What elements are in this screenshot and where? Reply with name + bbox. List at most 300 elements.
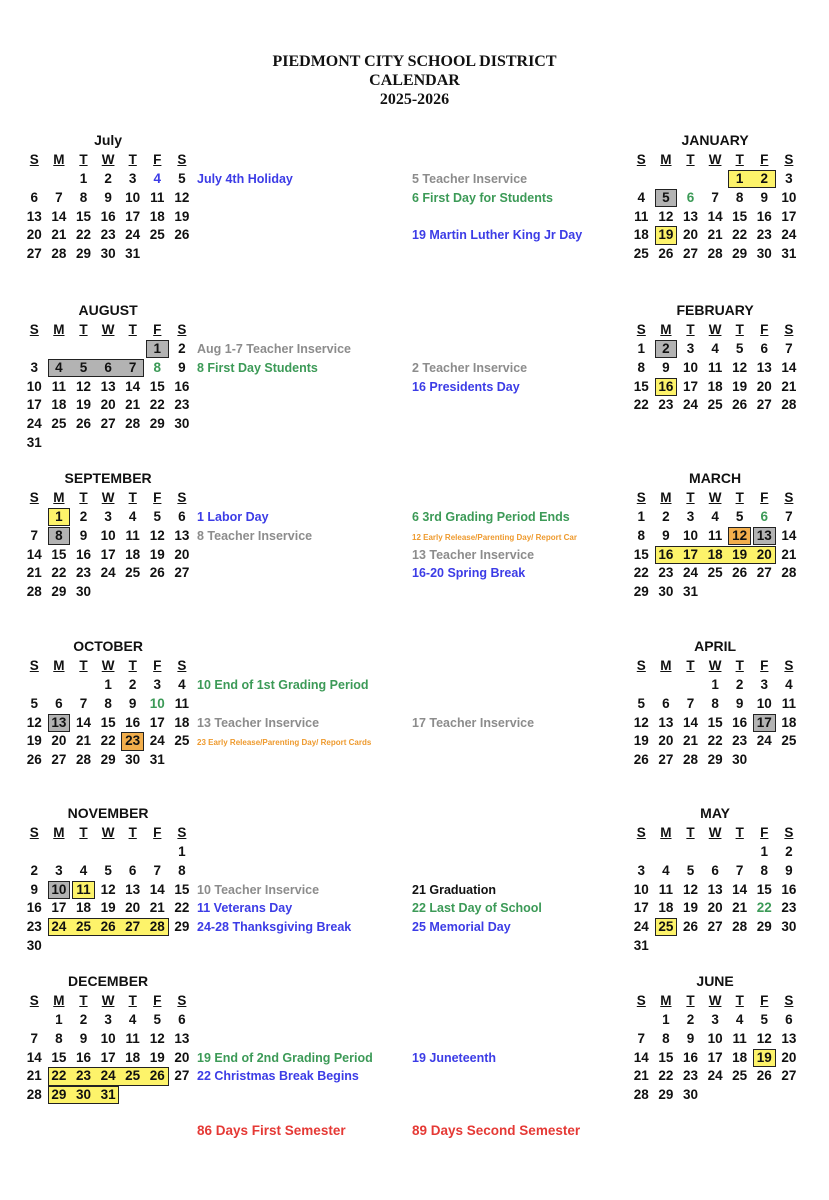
event-note: 19 Juneteenth xyxy=(412,1050,497,1065)
day-cell: 25 xyxy=(149,227,165,243)
weekday-header: W xyxy=(101,825,115,840)
day-cell: 10 xyxy=(100,527,116,543)
day-cell: 20 xyxy=(707,900,723,916)
day-cell: 28 xyxy=(51,246,67,262)
day-cell: 12 xyxy=(26,714,42,730)
event-note: 24-28 Thanksgiving Break xyxy=(197,920,352,935)
day-cell: 12 xyxy=(732,527,748,543)
day-cell: 12 xyxy=(658,208,674,224)
day-cell: 21 xyxy=(707,227,723,243)
month-name: FEBRUARY xyxy=(676,302,754,318)
day-cell: 1 xyxy=(662,1012,670,1027)
day-cell: 6 xyxy=(760,341,769,356)
weekday-header: M xyxy=(660,322,672,337)
day-cell: 10 xyxy=(781,189,797,205)
day-cell: 20 xyxy=(125,900,141,916)
day-cell: 25 xyxy=(732,1068,748,1084)
day-cell: 3 xyxy=(785,171,793,186)
weekday-header: M xyxy=(53,152,65,167)
day-cell: 8 xyxy=(55,527,63,543)
day-cell: 24 xyxy=(51,919,67,935)
weekday-header: F xyxy=(760,825,769,840)
day-cell: 4 xyxy=(711,341,719,356)
weekday-header: T xyxy=(128,825,137,840)
weekday-header: T xyxy=(128,490,137,505)
day-cell: 11 xyxy=(174,695,190,711)
day-cell: 21 xyxy=(633,1068,649,1084)
day-cell: 2 xyxy=(785,844,793,859)
day-cell: 17 xyxy=(781,208,797,224)
day-cell: 8 xyxy=(760,862,769,878)
day-cell: 14 xyxy=(732,881,748,897)
day-cell: 9 xyxy=(760,189,769,205)
day-cell: 19 xyxy=(658,227,674,243)
day-cell: 4 xyxy=(637,189,646,205)
day-cell: 16 xyxy=(75,546,91,562)
day-cell: 4 xyxy=(735,1012,744,1027)
day-cell: 15 xyxy=(633,378,649,394)
weekday-header: S xyxy=(636,825,646,840)
day-cell: 16 xyxy=(75,1049,91,1065)
day-cell: 18 xyxy=(75,900,91,916)
event-note: 16-20 Spring Break xyxy=(412,566,526,581)
day-cell: 17 xyxy=(26,397,42,413)
day-cell: 22 xyxy=(633,397,649,413)
event-note: 25 Memorial Day xyxy=(412,920,511,935)
day-cell: 21 xyxy=(26,565,42,581)
weekday-header: S xyxy=(636,993,646,1008)
day-cell: 13 xyxy=(756,359,772,375)
day-cell: 23 xyxy=(125,733,141,749)
weekday-header: W xyxy=(708,490,722,505)
day-cell: 8 xyxy=(662,1030,670,1046)
district-name: PIEDMONT CITY SCHOOL DISTRICT xyxy=(272,53,557,70)
day-cell: 18 xyxy=(633,227,649,243)
event-note: 17 Teacher Inservice xyxy=(412,715,535,730)
event-note: 11 Veterans Day xyxy=(197,901,293,916)
day-cell: 5 xyxy=(735,509,744,524)
weekday-header: T xyxy=(735,152,744,167)
day-cell: 18 xyxy=(658,900,674,916)
day-cell: 22 xyxy=(51,565,67,581)
day-cell: 22 xyxy=(174,900,190,916)
day-cell: 21 xyxy=(51,227,67,243)
day-cell: 20 xyxy=(26,227,42,243)
day-cell: 30 xyxy=(75,584,91,600)
day-cell: 24 xyxy=(707,1068,723,1084)
day-cell: 20 xyxy=(658,733,674,749)
day-cell: 25 xyxy=(658,919,674,935)
day-cell: 27 xyxy=(658,752,674,768)
weekday-header: M xyxy=(660,152,672,167)
day-cell: 31 xyxy=(149,752,165,768)
day-cell: 15 xyxy=(100,714,116,730)
weekday-header: F xyxy=(760,658,769,673)
weekday-header: S xyxy=(177,322,187,337)
weekday-header: F xyxy=(153,993,162,1008)
day-cell: 10 xyxy=(633,881,649,897)
day-cell: 22 xyxy=(100,733,116,749)
day-cell: 27 xyxy=(174,565,190,581)
weekday-header: S xyxy=(177,658,187,673)
day-cell: 9 xyxy=(30,881,39,897)
day-cell: 15 xyxy=(174,881,190,897)
day-cell: 4 xyxy=(55,359,63,375)
event-note: 13 Teacher Inservice xyxy=(197,715,320,730)
month-name: OCTOBER xyxy=(73,638,143,654)
day-cell: 14 xyxy=(633,1049,649,1065)
day-cell: 21 xyxy=(732,900,748,916)
weekday-header: T xyxy=(79,825,88,840)
day-cell: 1 xyxy=(104,677,112,692)
event-note: 10 Teacher Inservice xyxy=(197,882,320,897)
day-cell: 26 xyxy=(149,1068,165,1084)
day-cell: 16 xyxy=(781,881,797,897)
day-cell: 17 xyxy=(756,714,772,730)
day-cell: 28 xyxy=(682,752,698,768)
day-cell: 15 xyxy=(707,714,723,730)
day-cell: 10 xyxy=(100,1030,116,1046)
weekday-header: W xyxy=(101,658,115,673)
day-cell: 6 xyxy=(711,862,719,878)
day-cell: 16 xyxy=(174,378,190,394)
day-cell: 1 xyxy=(711,677,719,692)
day-cell: 12 xyxy=(756,1030,772,1046)
event-note: 23 Early Release/Parenting Day/ Report Cards xyxy=(197,738,372,748)
day-cell: 3 xyxy=(128,171,137,186)
day-cell: 13 xyxy=(100,378,116,394)
day-cell: 23 xyxy=(26,919,42,935)
day-cell: 11 xyxy=(781,695,797,711)
day-cell: 20 xyxy=(682,227,698,243)
day-cell: 8 xyxy=(711,695,719,711)
day-cell: 17 xyxy=(100,546,116,562)
day-cell: 6 xyxy=(55,695,63,711)
month-name: JANUARY xyxy=(681,132,749,148)
day-cell: 5 xyxy=(760,1012,769,1027)
day-cell: 28 xyxy=(26,1087,42,1103)
day-cell: 13 xyxy=(174,527,190,543)
day-cell: 11 xyxy=(732,1030,747,1046)
day-cell: 5 xyxy=(735,341,744,356)
day-cell: 9 xyxy=(735,695,744,711)
day-cell: 5 xyxy=(178,171,186,186)
weekday-header: S xyxy=(29,490,39,505)
day-cell: 11 xyxy=(125,527,140,543)
day-cell: 13 xyxy=(658,714,674,730)
event-note: 8 Teacher Inservice xyxy=(197,528,313,543)
day-cell: 9 xyxy=(662,527,670,543)
day-cell: 7 xyxy=(79,695,88,711)
day-cell: 3 xyxy=(30,359,39,375)
day-cell: 29 xyxy=(100,752,116,768)
day-cell: 2 xyxy=(686,1012,695,1027)
day-cell: 28 xyxy=(732,919,748,935)
day-cell: 23 xyxy=(756,227,772,243)
day-cell: 12 xyxy=(149,1030,165,1046)
event-note: 6 First Day for Students xyxy=(412,190,553,205)
day-cell: 19 xyxy=(174,208,190,224)
day-cell: 14 xyxy=(26,1049,42,1065)
day-cell: 4 xyxy=(711,509,719,524)
day-cell: 2 xyxy=(30,862,39,878)
day-cell: 22 xyxy=(75,227,91,243)
day-cell: 28 xyxy=(125,416,141,432)
day-cell: 24 xyxy=(100,1068,116,1084)
day-cell: 9 xyxy=(128,695,137,711)
day-cell: 10 xyxy=(125,189,141,205)
day-cell: 9 xyxy=(785,862,793,878)
day-cell: 23 xyxy=(781,900,797,916)
day-cell: 8 xyxy=(637,359,646,375)
day-cell: 4 xyxy=(153,171,162,186)
month-name: July xyxy=(94,132,123,148)
month-name: SEPTEMBER xyxy=(64,470,152,486)
day-cell: 14 xyxy=(125,378,141,394)
day-cell: 3 xyxy=(153,677,162,692)
day-cell: 23 xyxy=(75,1068,91,1084)
day-cell: 30 xyxy=(682,1087,698,1103)
day-cell: 13 xyxy=(756,527,772,543)
day-cell: 31 xyxy=(682,584,698,600)
weekday-header: W xyxy=(708,322,722,337)
day-cell: 13 xyxy=(125,881,141,897)
day-cell: 7 xyxy=(153,862,162,878)
day-cell: 8 xyxy=(79,189,88,205)
day-cell: 9 xyxy=(104,189,112,205)
day-cell: 25 xyxy=(75,919,91,935)
day-cell: 12 xyxy=(732,359,748,375)
day-cell: 26 xyxy=(732,565,748,581)
day-cell: 11 xyxy=(707,359,723,375)
day-cell: 26 xyxy=(658,246,674,262)
weekday-header: S xyxy=(636,152,646,167)
day-cell: 8 xyxy=(153,359,162,375)
day-cell: 8 xyxy=(735,189,744,205)
day-cell: 30 xyxy=(781,919,797,935)
day-cell: 6 xyxy=(760,509,769,524)
day-cell: 6 xyxy=(785,1012,793,1027)
day-cell: 7 xyxy=(30,1030,39,1046)
weekday-header: M xyxy=(53,993,65,1008)
weekday-header: T xyxy=(128,993,137,1008)
day-cell: 28 xyxy=(149,919,165,935)
day-cell: 5 xyxy=(79,359,88,375)
day-cell: 26 xyxy=(75,416,91,432)
day-cell: 16 xyxy=(658,378,674,394)
day-cell: 14 xyxy=(781,527,797,543)
weekday-header: F xyxy=(153,825,162,840)
day-cell: 10 xyxy=(149,695,165,711)
day-cell: 21 xyxy=(26,1068,42,1084)
day-cell: 28 xyxy=(26,584,42,600)
day-cell: 19 xyxy=(633,733,649,749)
day-cell: 7 xyxy=(785,341,793,356)
weekday-header: S xyxy=(636,490,646,505)
day-cell: 14 xyxy=(51,208,67,224)
day-cell: 6 xyxy=(104,359,112,375)
day-cell: 3 xyxy=(686,509,695,524)
day-cell: 18 xyxy=(125,546,141,562)
day-cell: 27 xyxy=(100,416,116,432)
day-cell: 15 xyxy=(51,1049,67,1065)
day-cell: 15 xyxy=(756,881,772,897)
weekday-header: T xyxy=(686,322,695,337)
day-cell: 3 xyxy=(104,1012,112,1027)
day-cell: 3 xyxy=(637,862,646,878)
day-cell: 6 xyxy=(662,695,670,711)
weekday-header: M xyxy=(53,322,65,337)
day-cell: 25 xyxy=(707,565,723,581)
day-cell: 11 xyxy=(125,1030,140,1046)
day-cell: 2 xyxy=(128,677,137,692)
day-cell: 5 xyxy=(637,695,646,711)
day-cell: 31 xyxy=(781,246,797,262)
day-cell: 6 xyxy=(178,509,186,524)
day-cell: 23 xyxy=(100,227,116,243)
day-cell: 30 xyxy=(174,416,190,432)
day-cell: 4 xyxy=(128,1012,137,1027)
day-cell: 29 xyxy=(658,1087,674,1103)
day-cell: 24 xyxy=(26,416,42,432)
day-cell: 29 xyxy=(149,416,165,432)
event-note: 19 End of 2nd Grading Period xyxy=(197,1050,373,1065)
weekday-header: W xyxy=(101,490,115,505)
day-cell: 8 xyxy=(55,1030,63,1046)
day-cell: 20 xyxy=(756,378,772,394)
weekday-header: T xyxy=(686,993,695,1008)
day-cell: 21 xyxy=(75,733,91,749)
month-name: DECEMBER xyxy=(68,973,149,989)
weekday-header: S xyxy=(784,152,794,167)
weekday-header: F xyxy=(153,658,162,673)
day-cell: 18 xyxy=(174,714,190,730)
day-cell: 15 xyxy=(75,208,91,224)
day-cell: 30 xyxy=(75,1087,91,1103)
weekday-header: T xyxy=(686,658,695,673)
weekday-header: S xyxy=(636,658,646,673)
day-cell: 18 xyxy=(781,714,797,730)
day-cell: 27 xyxy=(707,919,723,935)
day-cell: 15 xyxy=(732,208,748,224)
day-cell: 24 xyxy=(682,565,698,581)
day-cell: 26 xyxy=(682,919,698,935)
day-cell: 25 xyxy=(781,733,797,749)
weekday-header: S xyxy=(29,993,39,1008)
day-cell: 19 xyxy=(75,397,91,413)
event-note: 1 Labor Day xyxy=(197,510,269,524)
weekday-header: T xyxy=(128,658,137,673)
day-cell: 28 xyxy=(75,752,91,768)
weekday-header: T xyxy=(79,490,88,505)
weekday-header: S xyxy=(784,490,794,505)
day-cell: 1 xyxy=(153,341,162,356)
day-cell: 10 xyxy=(707,1030,723,1046)
day-cell: 23 xyxy=(75,565,91,581)
day-cell: 8 xyxy=(178,862,186,878)
event-note: 22 Last Day of School xyxy=(412,901,542,916)
day-cell: 27 xyxy=(174,1068,190,1084)
weekday-header: W xyxy=(708,658,722,673)
event-note: Aug 1-7 Teacher Inservice xyxy=(197,342,352,356)
day-cell: 9 xyxy=(662,359,670,375)
weekday-header: T xyxy=(79,993,88,1008)
day-cell: 20 xyxy=(174,546,190,562)
day-cell: 19 xyxy=(149,546,165,562)
day-cell: 2 xyxy=(662,509,670,524)
day-cell: 6 xyxy=(30,189,39,205)
day-cell: 14 xyxy=(26,546,42,562)
day-cell: 27 xyxy=(756,397,772,413)
day-cell: 16 xyxy=(756,208,772,224)
day-cell: 17 xyxy=(682,378,698,394)
day-cell: 25 xyxy=(707,397,723,413)
weekday-header: S xyxy=(177,490,187,505)
day-cell: 2 xyxy=(79,509,88,524)
weekday-header: S xyxy=(784,322,794,337)
day-cell: 7 xyxy=(686,695,695,711)
day-cell: 6 xyxy=(686,189,695,205)
weekday-header: S xyxy=(636,322,646,337)
day-cell: 17 xyxy=(125,208,141,224)
day-cell: 8 xyxy=(104,695,112,711)
weekday-header: F xyxy=(153,490,162,505)
weekday-header: S xyxy=(784,825,794,840)
day-cell: 22 xyxy=(707,733,723,749)
event-note: 16 Presidents Day xyxy=(412,379,520,394)
day-cell: 19 xyxy=(149,1049,165,1065)
weekday-header: S xyxy=(784,993,794,1008)
day-cell: 3 xyxy=(55,862,63,878)
weekday-header: T xyxy=(128,152,137,167)
day-cell: 18 xyxy=(125,1049,141,1065)
weekday-header: S xyxy=(29,658,39,673)
day-cell: 24 xyxy=(682,397,698,413)
weekday-header: S xyxy=(177,993,187,1008)
weekday-header: M xyxy=(660,993,672,1008)
day-cell: 18 xyxy=(707,378,723,394)
day-cell: 1 xyxy=(735,171,744,186)
day-cell: 16 xyxy=(100,208,116,224)
event-note: 10 End of 1st Grading Period xyxy=(197,678,369,692)
day-cell: 11 xyxy=(707,527,723,543)
event-note: 22 Christmas Break Begins xyxy=(197,1069,359,1084)
day-cell: 29 xyxy=(633,584,649,600)
day-cell: 16 xyxy=(26,900,42,916)
day-cell: 20 xyxy=(781,1049,797,1065)
day-cell: 15 xyxy=(51,546,67,562)
day-cell: 19 xyxy=(682,900,698,916)
day-cell: 18 xyxy=(149,208,165,224)
day-cell: 30 xyxy=(125,752,141,768)
day-cell: 30 xyxy=(26,938,42,953)
day-cell: 1 xyxy=(637,341,646,356)
day-cell: 19 xyxy=(732,378,748,394)
day-cell: 2 xyxy=(760,171,769,186)
day-cell: 31 xyxy=(125,246,141,262)
day-cell: 22 xyxy=(732,227,748,243)
day-cell: 9 xyxy=(79,1030,88,1046)
day-cell: 5 xyxy=(686,862,695,878)
day-cell: 1 xyxy=(760,844,769,859)
day-cell: 17 xyxy=(100,1049,116,1065)
weekday-header: W xyxy=(708,993,722,1008)
day-cell: 19 xyxy=(26,733,42,749)
weekday-header: T xyxy=(79,322,88,337)
weekday-header: T xyxy=(79,152,88,167)
weekday-header: S xyxy=(177,152,187,167)
weekday-header: M xyxy=(660,658,672,673)
